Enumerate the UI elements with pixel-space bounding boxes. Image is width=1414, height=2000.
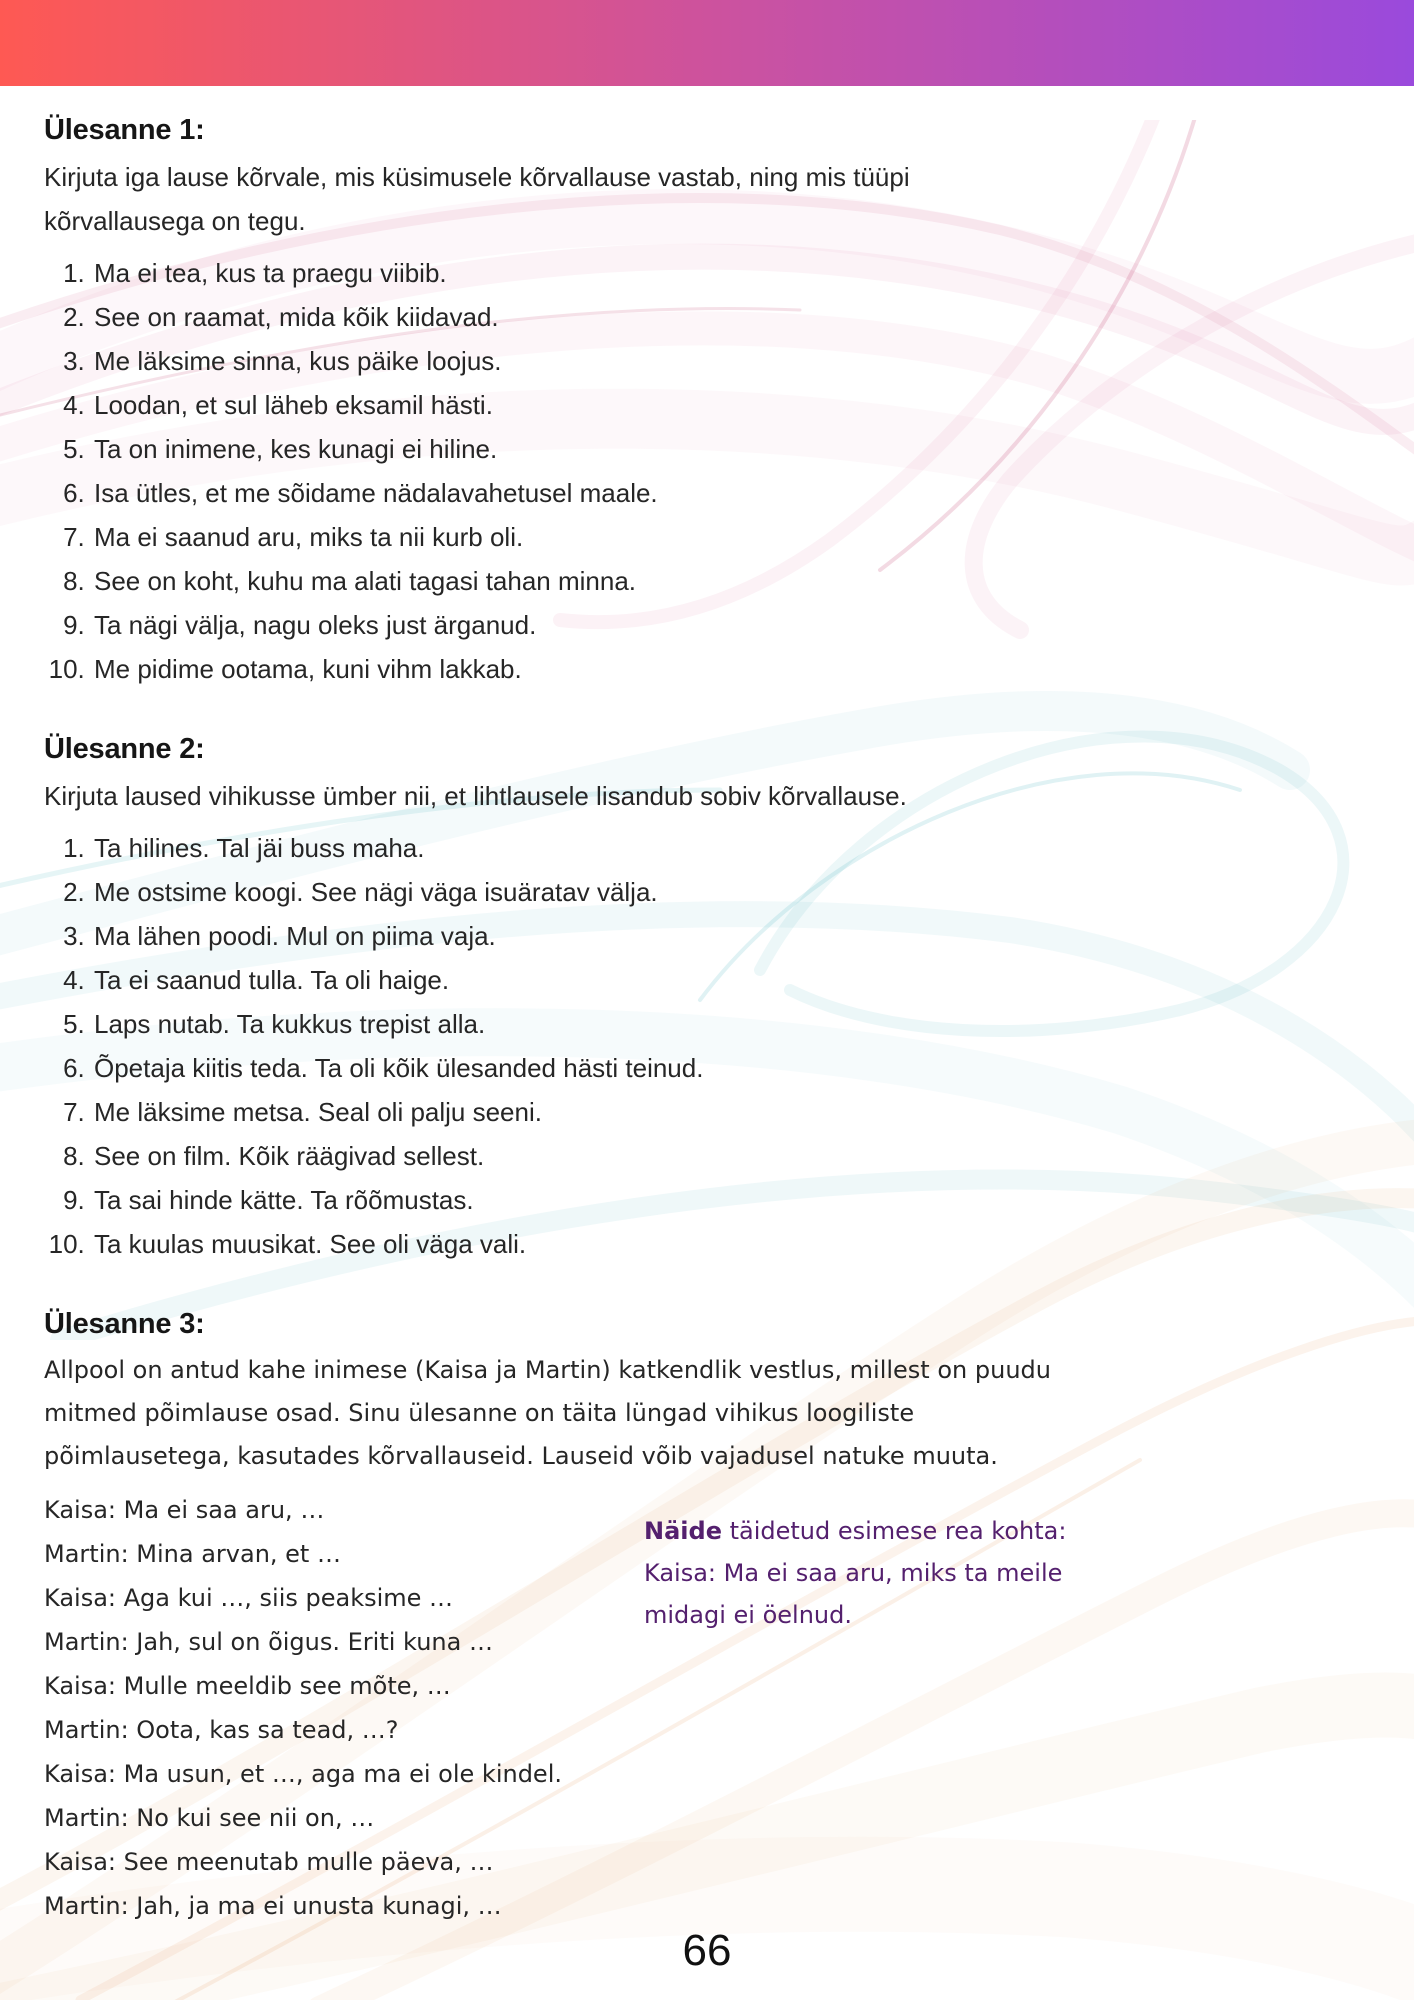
list-item: 4. Loodan, et sul läheb eksamil hästi. [92,383,1370,427]
list-item: 8. See on koht, kuhu ma alati tagasi tahan minna. [92,559,1370,603]
exercise2-intro [44,774,1370,818]
list-item: 7. Me läksime metsa. Seal oli palju seeni. [92,1090,1370,1134]
list-item: 3. Me läksime sinna, kus päike loojus. [92,339,1370,383]
exercise1-title: Ülesanne 1: [44,114,205,146]
dialogue-line: Martin: Jah, sul on õigus. Eriti kuna … [44,1628,493,1656]
dialogue-line: Kaisa: See meenutab mulle päeva, … [44,1848,494,1876]
page-header-gradient-bar [0,0,1414,86]
intro-line: Kirjuta laused vihikusse ümber nii, et lihtlausele lisandub sobiv kõrvallause. [44,781,907,811]
list-item: 1. Ma ei tea, kus ta praegu viibib. [92,251,1370,295]
list-item: 9. Ta sai hinde kätte. Ta rõõmustas. [92,1178,1370,1222]
exercise1-list [44,251,1370,691]
exercise2-list [44,826,1370,1266]
dialogue-line: Kaisa: Ma usun, et …, aga ma ei ole kindel. [44,1760,562,1788]
list-item: 5. Ta on inimene, kes kunagi ei hiline. [92,427,1370,471]
dialogue-line: Martin: Mina arvan, et … [44,1540,341,1568]
page-number: 66 [682,1926,732,1975]
exercise3-intro [44,1349,1370,1478]
exercise1-section [44,114,1370,691]
exercise2-title: Ülesanne 2: [44,733,205,765]
list-item: 9. Ta nägi välja, nagu oleks just ärganud. [92,603,1370,647]
list-item: 6. Õpetaja kiitis teda. Ta oli kõik ülesanded hästi teinud. [92,1046,1370,1090]
dialogue-line: Kaisa: Aga kui …, siis peaksime … [44,1584,454,1612]
example-label-rest: täidetud esimese rea kohta: [721,1517,1067,1545]
intro-line: mitmed põimlause osad. Sinu ülesanne on täita lüngad vihikus loogiliste [44,1399,915,1427]
dialogue-line: Martin: No kui see nii on, … [44,1804,375,1832]
list-item: 3. Ma lähen poodi. Mul on piima vaja. [92,914,1370,958]
worksheet-content [0,86,1414,1928]
intro-line: Kirjuta iga lause kõrvale, mis küsimusele kõrvallause vastab, ning mis tüüpi [44,162,910,192]
list-item: 8. See on film. Kõik räägivad sellest. [92,1134,1370,1178]
example-note [644,1510,1122,1636]
list-item: 4. Ta ei saanud tulla. Ta oli haige. [92,958,1370,1002]
list-item: 2. See on raamat, mida kõik kiidavad. [92,295,1370,339]
dialogue-line: Kaisa: Mulle meeldib see mõte, … [44,1672,451,1700]
exercise3-title: Ülesanne 3: [44,1308,205,1340]
intro-line: põimlausetega, kasutades kõrvallauseid. Lauseid võib vajadusel natuke muuta. [44,1442,998,1470]
intro-line: Allpool on antud kahe inimese (Kaisa ja Martin) katkendlik vestlus, millest on puudu [44,1356,1051,1384]
exercise3-dialogue-area [44,1488,1370,1928]
dialogue-line: Martin: Jah, ja ma ei unusta kunagi, … [44,1892,502,1920]
list-item: 1. Ta hilines. Tal jäi buss maha. [92,826,1370,870]
list-item: 2. Me ostsime koogi. See nägi väga isuäratav välja. [92,870,1370,914]
example-label: Näide [644,1517,722,1545]
example-sentence: Kaisa: Ma ei saa aru, miks ta meile midagi ei öelnud. [644,1559,1063,1629]
list-item: 10. Ta kuulas muusikat. See oli väga vali. [92,1222,1370,1266]
list-item: 5. Laps nutab. Ta kukkus trepist alla. [92,1002,1370,1046]
intro-line: kõrvallausega on tegu. [44,206,306,236]
list-item: 6. Isa ütles, et me sõidame nädalavahetusel maale. [92,471,1370,515]
dialogue-line: Martin: Oota, kas sa tead, …? [44,1716,399,1744]
exercise1-intro [44,155,1370,243]
dialogue-line: Kaisa: Ma ei saa aru, … [44,1496,325,1524]
list-item: 7. Ma ei saanud aru, miks ta nii kurb oli. [92,515,1370,559]
list-item: 10. Me pidime ootama, kuni vihm lakkab. [92,647,1370,691]
exercise2-section [44,733,1370,1266]
exercise3-section [44,1308,1370,1928]
